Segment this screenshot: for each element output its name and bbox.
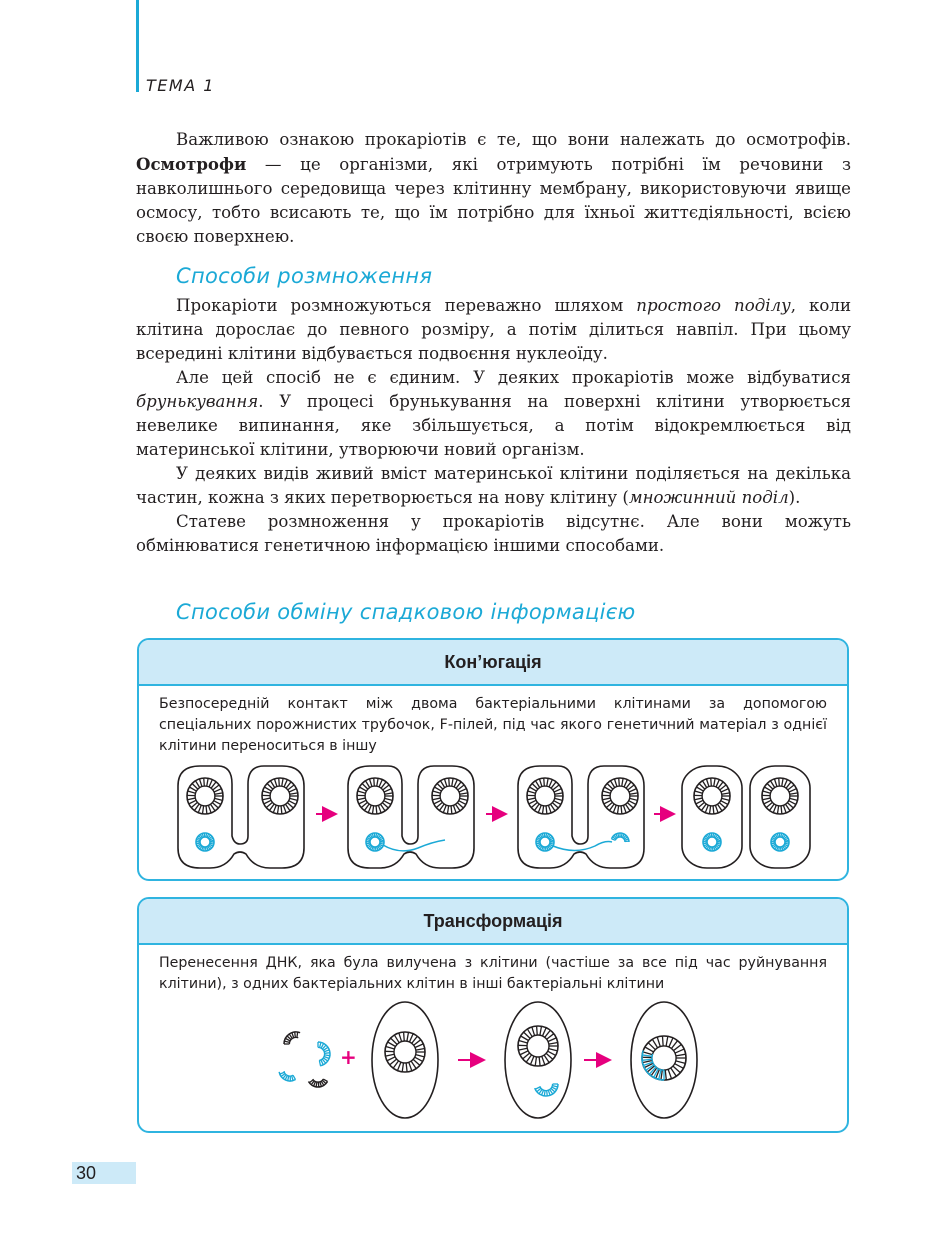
text-fragment: У деяких видів живий вміст материнської клітини поділяється на декілька частин, кожна з яких перетворюється на нову клітину (	[136, 464, 851, 507]
nucleoid-arc	[318, 1047, 325, 1060]
nucleoid-inner	[707, 837, 717, 847]
nucleoid-tick	[790, 793, 798, 794]
transformation-title: Трансформація	[139, 899, 847, 945]
nucleoid-tick	[547, 778, 548, 786]
nucleoid-inner	[440, 786, 460, 806]
nucleoid-tick	[377, 778, 378, 786]
heading-reproduction: Способи розмноження	[176, 264, 433, 288]
conjugation-diagram	[178, 766, 810, 868]
nucleoid-tick	[717, 840, 721, 841]
nucleoid-tick	[537, 1026, 538, 1035]
nucleoid-tick	[666, 1036, 668, 1046]
nucleoid-tick	[713, 806, 714, 814]
nucleoid-tick	[549, 1049, 558, 1051]
nucleoid-tick	[521, 1036, 529, 1041]
nucleoid-tick	[721, 801, 728, 805]
nucleoid-tick	[547, 1091, 548, 1096]
nucleoid-tick	[675, 1049, 684, 1053]
nucleoid-tick	[676, 1054, 686, 1056]
nucleoid-tick	[215, 793, 223, 794]
nucleoid-tick	[207, 778, 208, 786]
dna-strand	[553, 842, 612, 851]
nucleoid-tick	[295, 1032, 296, 1037]
nucleoid-tick	[369, 779, 372, 787]
nucleoid-tick	[415, 1057, 423, 1061]
nucleoid-tick	[279, 778, 280, 786]
recipient-nucleoid	[762, 778, 798, 814]
transformation-transformed-cell	[631, 1002, 697, 1118]
cell-outline	[372, 1002, 438, 1118]
nucleoid-tick	[790, 798, 798, 800]
nucleoid-tick	[538, 805, 541, 813]
nucleoid-tick	[554, 789, 561, 792]
nucleoid-tick	[391, 1038, 397, 1044]
nucleoid-tick	[416, 1049, 425, 1051]
nucleoid-tick	[604, 800, 611, 804]
nucleoid-tick	[773, 805, 776, 813]
nucleoid-tick	[366, 843, 370, 844]
nucleoid-tick	[206, 806, 207, 814]
nucleoid-tick	[202, 806, 203, 814]
nucleoid-tick	[451, 806, 452, 814]
nucleoid-tick	[703, 843, 707, 844]
nucleoid-tick	[385, 798, 393, 800]
term-multiple-division: множинний поділ	[628, 488, 789, 507]
nucleoid-tick	[657, 1037, 660, 1046]
nucleoid-tick	[668, 1069, 671, 1078]
nucleoid-tick	[407, 1032, 409, 1041]
nucleoid-tick	[532, 1027, 535, 1036]
nucleoid-tick	[289, 801, 296, 805]
nucleoid-tick	[536, 843, 540, 844]
nucleoid-tick	[713, 833, 714, 837]
nucleoid-tick	[293, 1075, 295, 1079]
nucleoid-tick	[434, 800, 441, 804]
nucleoid-tick	[404, 1032, 405, 1041]
nucleoid-tick	[781, 833, 782, 837]
nucleoid-tick	[528, 791, 536, 793]
dna-fragment	[284, 1032, 300, 1044]
nucleoid-inner	[702, 786, 722, 806]
nucleoid-tick	[204, 847, 205, 851]
nucleoid-tick	[384, 789, 391, 792]
plasmid	[771, 833, 789, 851]
nucleoid-tick	[402, 1063, 403, 1072]
nucleoid-tick	[721, 789, 728, 792]
nucleoid-tick	[188, 791, 196, 793]
nucleoid-tick	[357, 798, 365, 800]
nucleoid-tick	[613, 805, 616, 813]
nucleoid-tick	[290, 793, 298, 794]
nucleoid-tick	[695, 791, 703, 793]
transformation-description: Перенесення ДНК, яка була вилучена з клітини (частіше за все під час руйнування клітини), з одних бактеріальних клітин в інші бактеріальні клітини	[159, 955, 827, 992]
nucleoid-tick	[546, 806, 547, 814]
nucleoid-tick	[714, 778, 715, 786]
nucleoid-tick	[781, 806, 782, 814]
nucleoid-tick	[531, 1056, 534, 1064]
cell-outline	[682, 766, 742, 868]
topic-label: ТЕМА 1	[146, 76, 215, 95]
cell-nucleoid	[518, 1026, 558, 1066]
nucleoid-tick	[282, 778, 283, 786]
nucleoid-tick	[290, 798, 298, 800]
plasmid	[196, 833, 214, 851]
nucleoid-tick	[386, 1046, 395, 1048]
nucleoid-tick	[548, 805, 551, 813]
cell-outline	[631, 1002, 697, 1118]
nucleoid-tick	[652, 1039, 657, 1047]
nucleoid-tick	[384, 801, 391, 805]
nucleoid-tick	[325, 1055, 330, 1056]
nucleoid-tick	[519, 1040, 528, 1042]
dna-fragment	[318, 1042, 330, 1066]
conjugation-stage-2	[348, 766, 474, 868]
conjugation-description: Безпосередній контакт між двома бактеріальними клітинами за допомогою спеціальних порожнистих трубочок, F-пілей, під час якого генетичний матеріал з однієї клітини переноситься в іншу	[159, 696, 827, 754]
nucleoid-tick	[546, 833, 547, 837]
nucleoid-tick	[555, 798, 563, 800]
nucleoid-tick	[380, 840, 384, 841]
nucleoid-tick	[358, 791, 366, 793]
nucleoid-tick	[454, 780, 457, 787]
nucleoid-tick	[204, 778, 205, 786]
conjugation-title: Кон’югація	[139, 640, 847, 686]
nucleoid-tick	[210, 840, 214, 841]
nucleoid-tick	[722, 793, 730, 794]
nucleoid-tick	[665, 1070, 666, 1080]
paragraph-sexual-absent: Статеве розмноження у прокаріотів відсутнє. Але вони можуть обмінюватися генетичною інформацією іншими способами.	[136, 512, 851, 555]
nucleoid-tick	[444, 779, 447, 787]
dna-strand	[383, 840, 445, 851]
conjugation-stage-4	[682, 766, 810, 868]
nucleoid-tick	[527, 1029, 532, 1037]
nucleoid-tick	[208, 805, 211, 813]
nucleoid-tick	[189, 800, 196, 804]
nucleoid-arc	[313, 1079, 323, 1082]
nucleoid-tick	[264, 800, 271, 804]
nucleoid-tick	[284, 780, 287, 787]
nucleoid-tick	[694, 798, 702, 800]
nucleoid-tick	[548, 1038, 556, 1042]
intro-text-a: Важливою ознакою прокаріотів є те, що вони належать до осмотрофів.	[176, 130, 851, 149]
nucleoid-tick	[359, 800, 366, 804]
nucleoid-inner	[610, 786, 630, 806]
nucleoid-tick	[520, 1051, 528, 1055]
nucleoid-tick	[645, 1047, 654, 1052]
nucleoid-tick	[785, 840, 789, 841]
nucleoid-tick	[662, 1036, 663, 1046]
nucleoid-tick	[409, 1062, 412, 1070]
text-fragment: . У процесі брунькування на поверхні клітини утворюється невелике випинання, яке збільшується, а потім відокремлюється від материнської клітини, утворюючи новий організм.	[136, 392, 851, 459]
nucleoid-tick	[385, 1054, 394, 1056]
nucleoid-tick	[789, 789, 796, 792]
nucleoid-tick	[555, 793, 563, 794]
nucleoid-tick	[196, 843, 200, 844]
nucleoid-tick	[622, 778, 623, 786]
page-number: 30	[72, 1162, 136, 1184]
nucleoid-tick	[518, 1048, 527, 1050]
donor-nucleoid	[187, 778, 223, 814]
nucleoid-tick	[676, 1061, 686, 1063]
plasmid	[366, 833, 384, 851]
nucleoid-tick	[550, 840, 554, 841]
nucleoid-tick	[432, 798, 440, 800]
nucleoid-tick	[630, 793, 638, 794]
nucleoid-tick	[460, 798, 468, 800]
nucleoid-inner	[365, 786, 385, 806]
nucleoid-tick	[388, 1042, 396, 1047]
nucleoid-tick	[459, 801, 466, 805]
nucleoid-tick	[262, 798, 270, 800]
term-budding: брунькування	[136, 392, 259, 411]
nucleoid-tick	[529, 800, 536, 804]
text-fragment: Прокаріоти розмножуються переважно шляхом	[176, 296, 637, 315]
cell-pair-outline	[178, 766, 304, 868]
nucleoid-tick	[722, 798, 730, 800]
heading-exchange: Способи обміну спадковою інформацією	[176, 600, 636, 624]
nucleoid-inner	[775, 837, 785, 847]
cell-outline	[505, 1002, 571, 1118]
nucleoid-tick	[674, 1044, 682, 1050]
nucleoid-tick	[764, 800, 771, 804]
nucleoid-tick	[416, 1055, 425, 1057]
recipient-nucleoid	[262, 778, 298, 814]
donor-nucleoid	[694, 778, 730, 814]
nucleoid-tick	[374, 847, 375, 851]
nucleoid-tick	[368, 805, 371, 813]
nucleoid-tick	[648, 1043, 655, 1050]
donor-nucleoid	[527, 778, 563, 814]
nucleoid-tick	[199, 779, 202, 787]
nucleoid-tick	[762, 798, 770, 800]
nucleoid-tick	[398, 1062, 401, 1070]
nucleoid-tick	[449, 778, 450, 786]
nucleoid-tick	[617, 806, 618, 814]
nucleoid-tick	[643, 1052, 653, 1055]
nucleoid-tick	[696, 800, 703, 804]
nucleoid-tick	[394, 1035, 399, 1043]
nucleoid-tick	[288, 1076, 289, 1081]
nucleoid-tick	[524, 1032, 530, 1038]
nucleoid-tick	[372, 806, 373, 814]
nucleoid-tick	[669, 1038, 673, 1047]
nucleoid-tick	[387, 1057, 395, 1061]
plus-sign: +	[340, 1045, 357, 1069]
nucleoid-tick	[324, 1050, 329, 1052]
nucleoid-tick	[316, 1082, 317, 1087]
nucleoid-tick	[292, 1033, 294, 1038]
nucleoid-tick	[452, 778, 453, 786]
nucleoid-tick	[777, 806, 778, 814]
dna-fragment	[308, 1079, 327, 1087]
nucleoid-tick	[715, 805, 718, 813]
cell-pair-outline	[348, 766, 474, 868]
nucleoid-tick	[789, 801, 796, 805]
nucleoid-tick	[274, 779, 277, 787]
transformation-uptake-cell	[505, 1002, 571, 1118]
nucleoid-tick	[459, 789, 466, 792]
nucleoid-inner	[535, 786, 555, 806]
nucleoid-tick	[671, 1041, 677, 1049]
nucleoid-tick	[779, 778, 780, 786]
nucleoid-tick	[206, 833, 207, 837]
nucleoid-tick	[374, 778, 375, 786]
dna-fragments	[279, 1032, 330, 1087]
nucleoid-tick	[771, 843, 775, 844]
nucleoid-tick	[548, 1090, 550, 1095]
nucleoid-tick	[527, 798, 535, 800]
nucleoid-tick	[784, 780, 787, 787]
nucleoid-tick	[544, 847, 545, 851]
nucleoid-tick	[554, 801, 561, 805]
nucleoid-tick	[619, 778, 620, 786]
dna-fragment-inside	[535, 1084, 558, 1096]
recipient-nucleoid	[602, 778, 638, 814]
nucleoid-tick	[453, 805, 456, 813]
nucleoid-tick	[642, 1055, 652, 1056]
nucleoid-arc	[540, 1084, 553, 1091]
plasmid	[536, 833, 554, 851]
nucleoid-tick	[602, 798, 610, 800]
nucleoid-tick	[603, 791, 611, 793]
nucleoid-tick	[320, 1042, 321, 1047]
nucleoid-inner	[270, 786, 290, 806]
cell-outline	[750, 766, 810, 868]
nucleoid-tick	[273, 805, 276, 813]
nucleoid-tick	[549, 780, 552, 787]
nucleoid-tick	[263, 791, 271, 793]
nucleoid-tick	[621, 806, 622, 814]
donor-nucleoid	[357, 778, 393, 814]
nucleoid-tick	[629, 801, 636, 805]
nucleoid-tick	[782, 778, 783, 786]
nucleoid-tick	[706, 779, 709, 787]
nucleoid-tick	[319, 1060, 320, 1065]
nucleoid-tick	[539, 779, 542, 787]
nucleoid-tick	[673, 1066, 680, 1073]
nucleoid-tick	[711, 778, 712, 786]
nucleoid-tick	[409, 1034, 413, 1042]
nucleoid-tick	[540, 1026, 542, 1035]
nucleoid-tick	[292, 1076, 293, 1081]
nucleoid-tick	[642, 1059, 652, 1060]
nucleoid-tick	[215, 798, 223, 800]
nucleoid-tick	[214, 789, 221, 792]
nucleoid-tick	[671, 1068, 677, 1076]
conjugation-stage-3	[518, 766, 644, 868]
nucleoid-tick	[542, 1028, 546, 1036]
nucleoid-tick	[629, 789, 636, 792]
nucleoid-tick	[716, 780, 719, 787]
nucleoid-tick	[763, 791, 771, 793]
nucleoid-tick	[277, 806, 278, 814]
text-fragment: ).	[788, 488, 801, 507]
plasmid	[703, 833, 721, 851]
nucleoid-tick	[460, 793, 468, 794]
nucleoid-tick	[376, 806, 377, 814]
nucleoid-tick	[548, 1051, 556, 1055]
nucleoid-tick	[623, 805, 626, 813]
nucleoid-tick	[774, 779, 777, 787]
nucleoid-tick	[783, 805, 786, 813]
nucleoid-tick	[614, 779, 617, 787]
dna-fragment	[279, 1071, 295, 1081]
nucleoid-arc	[615, 837, 625, 842]
nucleoid-tick	[433, 791, 441, 793]
nucleoid-tick	[209, 780, 212, 787]
nucleoid-tick	[447, 806, 448, 814]
plasmid-forming	[612, 833, 629, 842]
nucleoid-tick	[198, 805, 201, 813]
nucleoid-tick	[624, 780, 627, 787]
nucleoid-tick	[443, 805, 446, 813]
intro-text-b: — це організми, які отримують потрібні їм речовини з навколишнього середовища через клітинну мембрану, використовуючи явище осмосу, тобто всисають те, що їм потрібно для їхньої життєдіяльності, всією своєю поверхнею.	[136, 155, 851, 246]
nucleoid-tick	[376, 833, 377, 837]
nucleoid-tick	[399, 1033, 402, 1042]
nucleoid-tick	[378, 805, 381, 813]
nucleoid-tick	[705, 805, 708, 813]
text-fragment: Але цей спосіб не є єдиним. У деяких прокаріотів може відбуватися	[176, 368, 851, 387]
nucleoid-tick	[320, 1082, 322, 1087]
nucleoid-tick	[779, 847, 780, 851]
nucleoid-inner	[370, 837, 380, 847]
conjugation-stage-1	[178, 766, 304, 868]
nucleoid-tick	[539, 1057, 540, 1066]
term-simple-division: простого поділу	[636, 296, 791, 315]
nucleoid-tick	[675, 1064, 684, 1069]
nucleoid-tick	[415, 1044, 423, 1048]
nucleoid-tick	[711, 847, 712, 851]
transformation-recipient-cell	[372, 1002, 438, 1118]
nucleoid-tick	[281, 806, 282, 814]
nucleoid-inner	[195, 786, 215, 806]
nucleoid-tick	[535, 1057, 536, 1066]
nucleoid-tick	[709, 806, 710, 814]
recipient-nucleoid	[432, 778, 468, 814]
nucleoid-tick	[630, 798, 638, 800]
nucleoid-inner	[394, 1041, 416, 1063]
term-osmotrophs: Осмотрофи	[136, 154, 247, 174]
nucleoid-tick	[187, 798, 195, 800]
nucleoid-inner	[770, 786, 790, 806]
nucleoid-tick	[297, 1032, 298, 1037]
nucleoid-tick	[379, 780, 382, 787]
nucleoid-tick	[283, 805, 286, 813]
nucleoid-tick	[325, 1053, 330, 1054]
nucleoid-tick	[542, 806, 543, 814]
nucleoid-tick	[214, 801, 221, 805]
cell-pair-outline	[518, 766, 644, 868]
nucleoid-tick	[284, 1041, 289, 1042]
nucleoid-tick	[552, 1086, 557, 1087]
nucleoid-tick	[544, 778, 545, 786]
nucleoid-inner	[200, 837, 210, 847]
nucleoid-tick	[289, 789, 296, 792]
text-fragment: , коли клітина дорослає до певного розміру, а потім ділиться навпіл. При цьому всередині клітини відбувається подвоєння нуклеоїду.	[136, 296, 852, 363]
nucleoid-inner	[540, 837, 550, 847]
nucleoid-tick	[549, 1043, 558, 1045]
nucleoid-tick	[544, 1091, 545, 1096]
nucleoid-tick	[406, 1063, 407, 1072]
nucleoid-tick	[385, 793, 393, 794]
cell-nucleoid	[385, 1032, 425, 1072]
nucleoid-inner	[527, 1035, 549, 1057]
nucleoid-tick	[542, 1056, 545, 1064]
